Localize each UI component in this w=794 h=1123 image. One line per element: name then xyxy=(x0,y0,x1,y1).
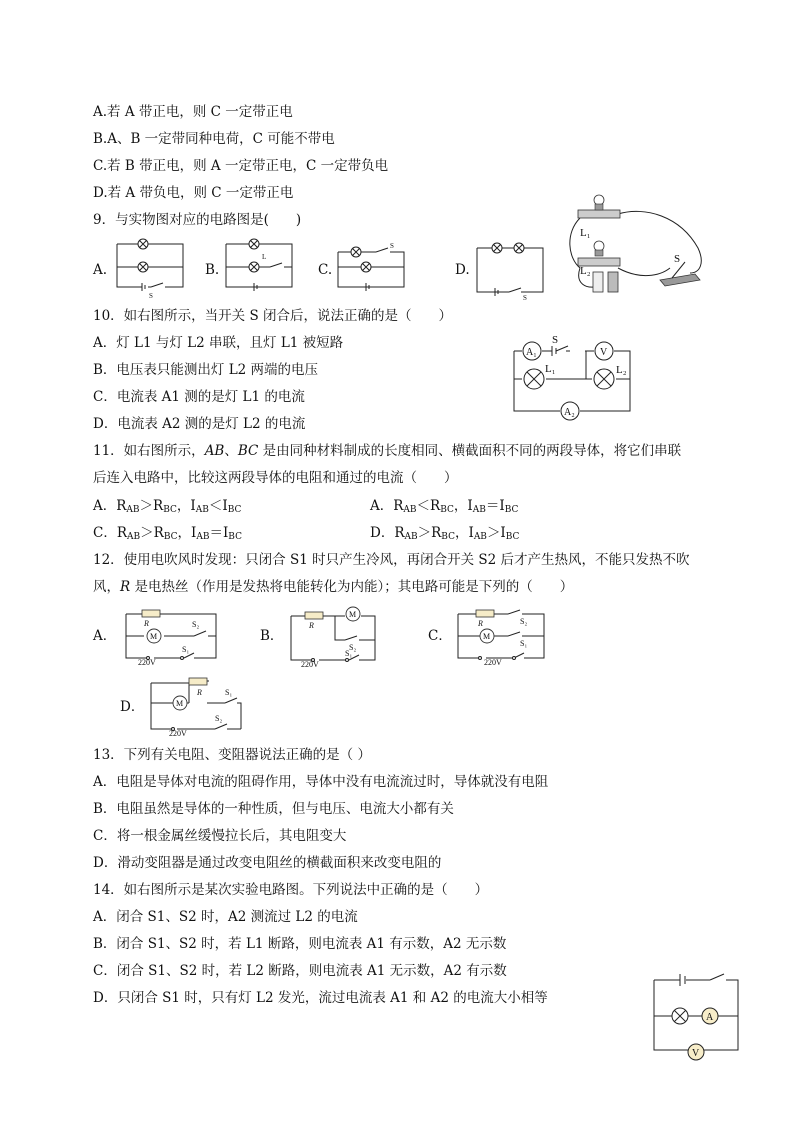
q8-option-c: C.若 B 带正电，则 A 一定带正电，C 一定带负电 xyxy=(93,158,389,174)
q11-stem-line1: 11．如右图所示，AB、BC 是由同种材料制成的长度相同、横截面积不同的两段导体，将它们串联 xyxy=(93,443,682,459)
svg-text:R: R xyxy=(197,688,202,697)
q12-stem-line2: 风，R 是电热丝（作用是发热将电能转化为内能）；其电路可能是下列的（ ） xyxy=(93,579,574,595)
svg-text:S₂: S₂ xyxy=(349,643,357,652)
svg-text:S₁: S₁ xyxy=(182,645,190,654)
q9-circuit-d xyxy=(475,238,545,302)
q13-stem: 13．下列有关电阻、变阻器说法正确的是（ ） xyxy=(93,747,371,763)
q14-option-d: D．只闭合 S1 时，只有灯 L2 发光，流过电流表 A1 和 A2 的电流大小相等 xyxy=(93,990,548,1006)
q11-option-d: D．RAB＞RBC，IAB＞IBC xyxy=(370,525,520,542)
q12-option-b: B． xyxy=(260,628,284,644)
q9-option-c: C. xyxy=(318,262,333,278)
svg-text:R: R xyxy=(309,621,314,630)
q10-option-d: D．电流表 A2 测的是灯 L2 的电流 xyxy=(93,416,306,432)
q12-circuit-a xyxy=(124,608,220,666)
q13-option-d: D．滑动变阻器是通过改变电阻丝的横截面积来改变电阻的 xyxy=(93,855,442,871)
q14-option-c: C．闭合 S1、S2 时，若 L2 断路，则电流表 A1 无示数，A2 有示数 xyxy=(93,963,507,979)
q13-option-b: B．电阻虽然是导体的一种性质，但与电压、电流大小都有关 xyxy=(93,801,454,817)
q9-label-l2: L₂ xyxy=(580,265,591,277)
svg-text:R: R xyxy=(144,619,149,628)
svg-text:S₁: S₁ xyxy=(225,688,233,697)
svg-text:S₁: S₁ xyxy=(345,649,353,658)
q14-option-b: B．闭合 S1、S2 时，若 L1 断路，则电流表 A1 有示数，A2 无示数 xyxy=(93,936,507,952)
q13-option-a: A．电阻是导体对电流的阻碍作用，导体中没有电流流过时，导体就没有电阻 xyxy=(93,774,549,790)
q10-label-l2: L₂ xyxy=(616,364,627,376)
q12-option-d: D． xyxy=(120,699,145,715)
q10-option-a: A．灯 L1 与灯 L2 串联，且灯 L1 被短路 xyxy=(93,335,344,351)
q8-option-a: A.若 A 带正电，则 C 一定带正电 xyxy=(93,104,293,120)
q9-circuit-b xyxy=(224,238,296,298)
svg-text:220V: 220V xyxy=(169,729,187,738)
q9-circuit-a xyxy=(115,238,185,298)
q9-physical-circuit-figure xyxy=(560,188,710,298)
svg-text:220V: 220V xyxy=(301,660,319,669)
svg-text:220V: 220V xyxy=(138,658,156,667)
q9-option-b: B. xyxy=(205,262,220,278)
q10-stem: 10．如右图所示，当开关 S 闭合后，说法正确的是（ ） xyxy=(93,308,453,324)
svg-text:M: M xyxy=(150,632,158,641)
q10-label-l1: L₁ xyxy=(545,363,556,375)
q11-option-second: A．RAB＜RBC，IAB＝IBC xyxy=(370,498,519,515)
svg-text:R: R xyxy=(478,619,483,628)
q10-switch-s: S xyxy=(552,334,559,346)
svg-text:M: M xyxy=(176,699,184,708)
q12-circuit-d xyxy=(149,675,245,737)
q14-voltmeter-v: V xyxy=(692,1048,700,1059)
q11-option-a: A．RAB＞RBC，IAB＜IBC xyxy=(93,498,242,515)
svg-text:S: S xyxy=(149,292,153,300)
q9-option-d: D. xyxy=(455,262,470,278)
q14-circuit-figure xyxy=(652,966,742,1061)
q12-option-c: C． xyxy=(428,628,452,644)
svg-text:S₂: S₂ xyxy=(215,714,223,723)
svg-text:S: S xyxy=(523,294,527,302)
q9-option-a: A. xyxy=(93,262,108,278)
q9-label-s: S xyxy=(674,253,681,265)
q10-ammeter-a1: A₁ xyxy=(526,347,537,358)
q8-option-b: B.A、B 一定带同种电荷，C 可能不带电 xyxy=(93,131,335,147)
svg-text:S₁: S₁ xyxy=(520,639,528,648)
q9-circuit-c xyxy=(336,238,408,298)
q10-voltmeter-v: V xyxy=(600,347,608,358)
svg-text:M: M xyxy=(349,610,357,619)
q14-stem: 14．如右图所示是某次实验电路图。下列说法中正确的是（ ） xyxy=(93,882,489,898)
svg-text:S: S xyxy=(390,242,394,250)
q14-ammeter-a: A xyxy=(706,1012,714,1023)
q14-option-a: A．闭合 S1、S2 时，A2 测流过 L2 的电流 xyxy=(93,909,358,925)
q9-label-l1: L₁ xyxy=(580,227,591,239)
svg-text:M: M xyxy=(483,632,491,641)
q12-stem-line1: 12．使用电吹风时发现：只闭合 S1 时只产生冷风，再闭合开关 S2 后才产生热风，不能只发热不吹 xyxy=(93,552,690,568)
svg-text:S₂: S₂ xyxy=(520,617,528,626)
q12-circuit-b xyxy=(289,606,381,668)
q11-stem-line2: 后连入电路中，比较这两段导体的电阻和通过的电流（ ） xyxy=(93,470,458,486)
q9-stem: 9．与实物图对应的电路图是( ) xyxy=(93,212,302,228)
q10-option-c: C．电流表 A1 测的是灯 L1 的电流 xyxy=(93,389,305,405)
q8-option-d: D.若 A 带负电，则 C 一定带正电 xyxy=(93,185,294,201)
q13-option-c: C．将一根金属丝缓慢拉长后，其电阻变大 xyxy=(93,828,347,844)
q10-ammeter-a2: A₂ xyxy=(564,407,575,418)
svg-text:220V: 220V xyxy=(484,658,502,667)
svg-text:L: L xyxy=(262,253,267,261)
q12-circuit-c xyxy=(456,608,548,666)
svg-text:S₂: S₂ xyxy=(192,620,200,629)
q11-option-c: C．RAB＞RBC，IAB＝IBC xyxy=(93,525,242,542)
q10-option-b: B．电压表只能测出灯 L2 两端的电压 xyxy=(93,362,319,378)
q10-circuit-figure xyxy=(512,335,634,420)
q12-option-a: A． xyxy=(93,628,117,644)
